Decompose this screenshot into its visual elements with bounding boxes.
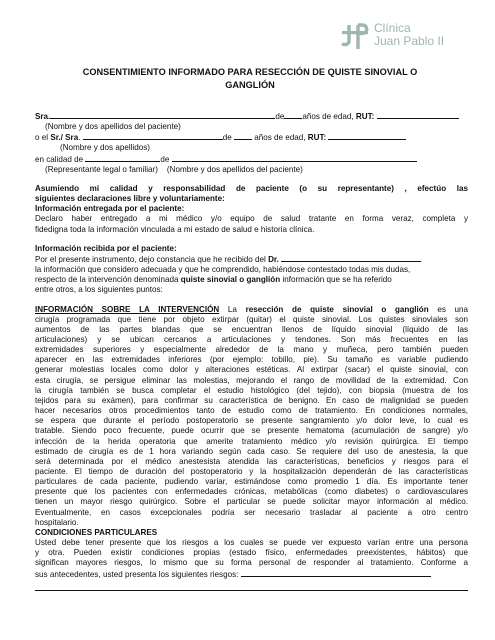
clinic-logo <box>340 20 490 54</box>
sra-label: Sra. <box>35 112 51 121</box>
age-label: años de edad, <box>302 112 354 121</box>
title-line-1: CONSENTIMIENTO INFORMADO PARA RESECCIÓN DE QUISTE SINOVIAL O <box>82 67 418 77</box>
patient-rut-blank[interactable] <box>377 111 459 119</box>
informacion-paragraph <box>35 315 468 518</box>
informacion-line-0 <box>35 305 468 315</box>
sr-sra-label: Sr./ Sra <box>50 133 79 143</box>
risks-blank[interactable] <box>241 569 431 577</box>
rut-label: RUT: <box>355 112 375 121</box>
document-title <box>40 66 460 92</box>
asumiendo-line-1: Asumiendo mi calidad y responsabilidad de paciente (o su representante) , efectúo las <box>35 183 468 193</box>
representative-line: o el Sr./ Sra. de años de edad, RUT: <box>35 132 468 143</box>
informacion-line-2: aumentos de las partes blandas que se encuentran llenos de líquido sinovial (líquido de las <box>35 324 468 334</box>
informacion-line-12: tratable. Siendo poco frecuente, puede ocurrir que se presente hematoma (acumulación de sangre) y/o <box>35 426 468 436</box>
en-calidad-label: en calidad de <box>35 154 84 164</box>
informacion-line-15: será determinada por el médico anestesista atendida las características, beneficios y riesgos para el <box>35 456 468 466</box>
condiciones-heading: CONDICIONES PARTICULARES <box>35 527 158 537</box>
informacion-line-18: presente que los pacientes con enfermedades crónicas, metabólicas (como diabetes) o cardiovasculares <box>35 487 468 497</box>
capacity-line <box>35 154 468 165</box>
de-label-2: de <box>222 133 232 143</box>
condiciones-last-line <box>35 569 468 580</box>
informacion-line-11: se espera que durante el período postoperatorio se presente sangramiento y/o dolor leve, lo cual es <box>35 416 468 426</box>
informacion-line-16: paciente. El tiempo de duración del postoperatorio y la hospitalización dependerán de las características <box>35 467 468 476</box>
informacion-line-6: generar molestias locales como dolor y alteraciones estéticas. Al extirpar (sacar) el quiste sinovial, con <box>35 365 468 375</box>
informacion-line-1: cirugía programada que tiene por objeto extirpar (quitar) el quiste sinovial. Los quistes sinoviales son <box>35 314 468 324</box>
o-el-label: o el <box>35 133 49 143</box>
document-body <box>35 111 468 591</box>
informacion-line-17: particulares de cada paciente, pudiendo variar, estimándose como promedio 1 día. Es importante tener <box>35 477 468 487</box>
asumiendo-line-2: siguientes declaraciones libre y voluntariamente: <box>35 194 225 204</box>
clinic-name-line2: Juan Pablo II <box>374 34 445 48</box>
rut-label-2: RUT: <box>307 133 327 143</box>
clinic-name-line1: Clínica <box>374 21 411 35</box>
informacion-first-rest: es una <box>437 304 469 314</box>
informacion-label: INFORMACIÓN SOBRE LA INTERVENCIÓN <box>35 304 220 314</box>
patient-name-caption-2: (Nombre y dos apellidos del paciente) <box>166 164 303 174</box>
informacion-line-13: infección de la herida operatoria que amerite tratamiento médico y/o revisión quirúrgica. El tiempo <box>35 436 468 446</box>
title-line-2: GANGLIÓN <box>225 80 275 90</box>
info-entregada-heading: Información entregada por el paciente: <box>35 204 185 214</box>
info-recibida-line-1 <box>35 254 468 265</box>
informacion-line-4: extremidades superiores y especialmente alrededor de la mano y muñeca, pero también pueden <box>35 345 468 355</box>
de-label: de <box>275 112 285 121</box>
patient-name-caption: (Nombre y dos apellidos del paciente) <box>45 122 181 132</box>
info-entregada-line-2: fidedigna toda la información vinculada a mi estado de salud e historia clínica. <box>35 224 315 234</box>
condiciones-line-1: Usted debe tener presente que los riesgos a los cuales se puede ver expuesto varían entre una persona <box>35 538 468 548</box>
info-recibida-line-2: la información que considero adecuada y que he comprendido, habiéndose contestado todas mis dudas, <box>35 265 411 275</box>
informacion-la: La <box>227 304 237 314</box>
info-entregada-line-1: Declaro haber entregado a mi médico y/o equipo de salud tratante en forma veraz, completa y <box>35 214 468 224</box>
representative-rut-blank[interactable] <box>328 132 406 140</box>
representative-caption: (Representante legal o familiar) <box>45 164 158 174</box>
info-recibida-text-1: Por el presente instrumento, dejo constancia que he recibido del <box>35 254 266 264</box>
condiciones-line-2: y otra. Pueden existir condiciones propias (estado físico, enfermedades preexistentes, hábitos) que <box>35 548 468 558</box>
de-label-3: de <box>160 154 170 164</box>
info-recibida-text-3c: información que se ha referido <box>282 275 392 285</box>
informacion-line-8: la cirugía también se busca completar el estudio histológico (del tejido), con biopsia (muestra de los <box>35 385 468 395</box>
patient-name-blank[interactable] <box>50 111 275 119</box>
capacity-captions <box>35 165 468 175</box>
patient-line <box>35 111 468 122</box>
condiciones-last-text: sus antecedentes, usted presenta los siguientes riesgos: <box>35 569 239 579</box>
informacion-line-10: hacer necesarios otros procedimientos tanto de estudio como de tratamiento. En condiciones normales, <box>35 406 468 416</box>
informacion-line-5: aparecer en las extremidades inferiores (por ejemplo: tobillo, pie). Su tamaño es variable pudiendo <box>35 355 468 365</box>
info-recibida-line-3 <box>35 275 468 285</box>
informacion-line-9: tejidos para su exámen), para confirmar su característica de benigno. En caso de malignidad se pueden <box>35 395 468 405</box>
informacion-line-14: estimado de cirugía es de 1 hora variando según cada caso. Se requiere del uso de anestesia, la que <box>35 446 468 456</box>
representative-age-blank[interactable] <box>234 132 252 140</box>
patient-name-blank-2[interactable] <box>172 154 417 162</box>
risks-blank-line[interactable] <box>35 580 468 591</box>
procedure-name: quiste sinovial o ganglión <box>180 275 281 285</box>
patient-age-blank[interactable] <box>284 111 302 119</box>
doctor-name-blank[interactable] <box>281 254 421 262</box>
representative-name-blank[interactable] <box>83 132 223 140</box>
informacion-bold-phrase: resección de quiste sinovial o ganglión <box>245 304 429 314</box>
clinic-logo-icon <box>340 22 370 52</box>
condiciones-line-3: significan mayores riesgos, lo mismo que su forma personal de responder al tratamiento. Conforme a <box>35 558 468 568</box>
clinic-name <box>374 22 444 48</box>
info-recibida-text-3a: respecto de la intervención denominada <box>35 275 179 285</box>
informacion-last-line: hospitalario. <box>35 517 79 527</box>
info-recibida-line-4: entre otros, a los siguientes puntos: <box>35 285 163 295</box>
dr-label: Dr. <box>268 254 279 264</box>
representative-name-caption: (Nombre y dos apellidos) <box>60 143 150 153</box>
informacion-line-3: articulaciones) y se ubican cercanos a articulaciones y tendones. Son más frecuentes en las <box>35 334 468 344</box>
informacion-line-19: tienen un mayor riesgo quirúrgico. Sobre el particular se puede solicitar mayor información al médico. <box>35 497 468 507</box>
info-recibida-heading: Información recibida por el paciente: <box>35 243 177 253</box>
age-label-2: años de edad, <box>254 133 306 143</box>
informacion-line-20: Eventualmente, en casos excepcionales podría ser necesario trasladar al paciente a otro centro <box>35 507 468 517</box>
capacity-blank[interactable] <box>85 154 160 162</box>
condiciones-paragraph <box>35 538 468 568</box>
informacion-line-7: esta cirugía, se persigue eliminar las molestias, mejorando el rango de movilidad de la extremidad. Con <box>35 375 468 385</box>
